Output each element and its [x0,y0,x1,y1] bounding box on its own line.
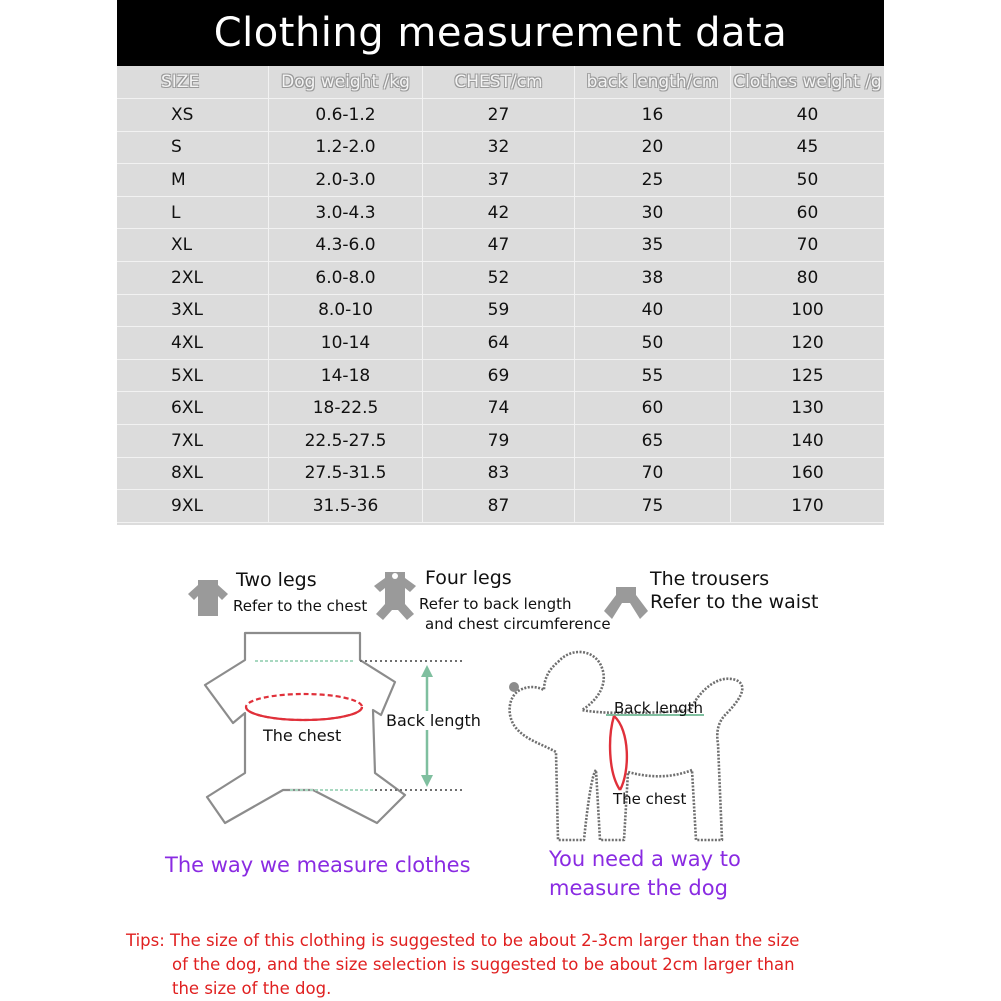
table-row [117,295,884,328]
table-row [117,229,884,262]
cell-back-length: 65 [575,425,731,457]
cell-size: 7XL [117,425,269,457]
cell-size: S [117,132,269,164]
cell-dog-weight: 8.0-10 [269,295,423,327]
cell-dog-weight: 3.0-4.3 [269,197,423,229]
page-title: Clothing measurement data [117,0,884,66]
cell-clothes-weight: 100 [791,300,824,321]
cell-back-length: 30 [575,197,731,229]
table-row [117,197,884,230]
table-row [117,99,884,132]
cell-size: 5XL [117,360,269,392]
table-row [117,425,884,458]
table-row [117,490,884,523]
header-back-length: back length/cm [575,66,731,98]
cell-size: 4XL [117,327,269,359]
cell-clothes-weight: 45 [796,137,819,158]
cell-chest: 37 [423,164,575,196]
legend-four-legs-desc-2: and chest circumference [425,615,611,633]
two-legs-garment-icon [186,576,230,620]
four-legs-garment-icon [372,570,418,622]
cell-size: M [117,164,269,196]
cell-dog-weight: 6.0-8.0 [269,262,423,294]
cell-chest: 47 [423,229,575,261]
clothes-back-length-label: Back length [386,711,481,730]
cell-chest: 52 [423,262,575,294]
cell-chest: 59 [423,295,575,327]
cell-size: L [117,197,269,229]
cell-back-length: 40 [575,295,731,327]
cell-back-length: 75 [575,490,731,522]
tips-note [126,929,846,1001]
cell-dog-weight: 1.2-2.0 [269,132,423,164]
cell-clothes-weight: 140 [791,430,824,451]
legend-trousers-title: The trousers [650,568,770,590]
cell-chest: 79 [423,425,575,457]
cell-back-length: 16 [575,99,731,131]
cell-back-length: 60 [575,392,731,424]
cell-dog-weight: 31.5-36 [269,490,423,522]
legend-two-legs-desc: Refer to the chest [233,597,368,615]
table-header-row [117,66,884,99]
tips-line-2: of the dog, and the size selection is suggested to be about 2cm larger than [172,955,795,974]
cell-size: 9XL [117,490,269,522]
legend-four-legs-title: Four legs [425,567,512,589]
cell-size: 3XL [117,295,269,327]
dog-measurement-diagram [500,640,760,855]
cell-size: XS [117,99,269,131]
cell-back-length: 35 [575,229,731,261]
cell-chest: 42 [423,197,575,229]
table-row [117,392,884,425]
cell-dog-weight: 2.0-3.0 [269,164,423,196]
cell-clothes-weight: 70 [796,235,819,256]
cell-dog-weight: 4.3-6.0 [269,229,423,261]
cell-clothes-weight: 120 [791,332,824,353]
tips-line-1: Tips: The size of this clothing is suggested to be about 2-3cm larger than the size [126,931,800,950]
cell-chest: 64 [423,327,575,359]
cell-chest: 27 [423,99,575,131]
table-row [117,262,884,295]
cell-size: 8XL [117,458,269,490]
cell-dog-weight: 14-18 [269,360,423,392]
dog-caption-line-2: measure the dog [549,876,728,900]
header-size: SIZE [117,66,269,98]
header-clothes-weight: Clothes weight /g [733,72,882,92]
cell-dog-weight: 22.5-27.5 [269,425,423,457]
cell-chest: 87 [423,490,575,522]
cell-chest: 32 [423,132,575,164]
header-dog-weight: Dog weight /kg [269,66,423,98]
dog-back-length-label: Back length [614,699,703,717]
cell-size: 2XL [117,262,269,294]
clothes-chest-label: The chest [263,726,342,745]
tips-line-3: the size of the dog. [172,979,332,998]
cell-clothes-weight: 60 [796,202,819,223]
cell-clothes-weight: 170 [791,495,824,516]
cell-clothes-weight: 130 [791,398,824,419]
cell-back-length: 20 [575,132,731,164]
cell-dog-weight: 10-14 [269,327,423,359]
size-table [117,66,884,525]
legend-four-legs-desc-1: Refer to back length [419,595,572,613]
cell-back-length: 25 [575,164,731,196]
cell-chest: 74 [423,392,575,424]
cell-clothes-weight: 80 [796,267,819,288]
table-row [117,132,884,165]
cell-back-length: 38 [575,262,731,294]
table-row [117,360,884,393]
table-row [117,458,884,491]
dog-chest-label: The chest [613,790,687,808]
cell-size: XL [117,229,269,261]
cell-back-length: 50 [575,327,731,359]
cell-size: 6XL [117,392,269,424]
legend-trousers-desc: Refer to the waist [650,591,819,613]
cell-back-length: 55 [575,360,731,392]
cell-clothes-weight: 125 [791,365,824,386]
cell-back-length: 70 [575,458,731,490]
legend-two-legs-title: Two legs [236,569,317,591]
dog-caption-line-1: You need a way to [549,847,741,871]
cell-clothes-weight: 40 [796,104,819,125]
cell-dog-weight: 18-22.5 [269,392,423,424]
table-row [117,164,884,197]
cell-dog-weight: 0.6-1.2 [269,99,423,131]
cell-chest: 69 [423,360,575,392]
cell-clothes-weight: 50 [796,169,819,190]
cell-chest: 83 [423,458,575,490]
cell-dog-weight: 27.5-31.5 [269,458,423,490]
cell-clothes-weight: 160 [791,463,824,484]
header-chest: CHEST/cm [423,66,575,98]
table-row [117,327,884,360]
clothes-caption: The way we measure clothes [165,853,471,877]
